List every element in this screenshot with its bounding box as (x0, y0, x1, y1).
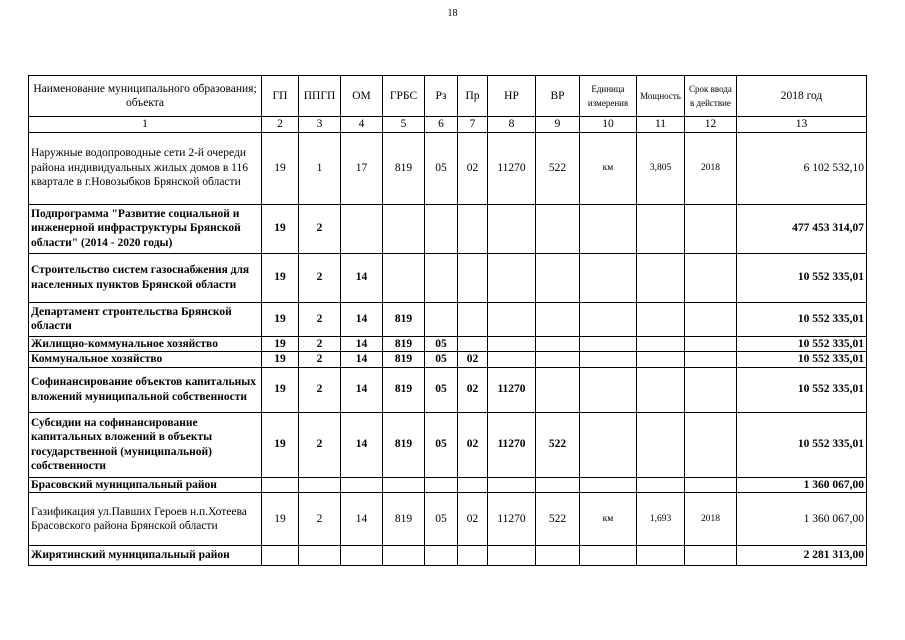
table-row (29, 253, 867, 302)
cell-pr (458, 302, 488, 336)
cell-grbs: 819 (383, 302, 425, 336)
cell-pr: 02 (458, 367, 488, 412)
cell-gp: 19 (262, 204, 299, 253)
cell-capacity (637, 546, 685, 566)
cell-om: 14 (341, 253, 383, 302)
table-row (29, 132, 867, 204)
cell-nr (488, 302, 536, 336)
header-year: 2018 год (737, 76, 867, 117)
cell-rz (425, 477, 458, 493)
cell-capacity (637, 412, 685, 477)
cell-vr (536, 204, 580, 253)
cell-rz: 05 (425, 132, 458, 204)
cell-grbs: 819 (383, 352, 425, 368)
cell-vr: 522 (536, 132, 580, 204)
cell-capacity (637, 204, 685, 253)
cell-vr (536, 352, 580, 368)
table-row (29, 302, 867, 336)
cell-amount: 10 552 335,01 (737, 302, 867, 336)
cell-vr (536, 253, 580, 302)
cell-unit (580, 412, 637, 477)
column-number: 7 (458, 117, 488, 133)
cell-name: Жирятинский муниципальный район (29, 546, 262, 566)
cell-unit (580, 302, 637, 336)
header-rz: Рз (425, 76, 458, 117)
cell-capacity: 1,693 (637, 493, 685, 546)
budget-table (28, 75, 867, 566)
cell-om (341, 546, 383, 566)
cell-term (685, 336, 737, 352)
cell-capacity (637, 352, 685, 368)
cell-capacity (637, 336, 685, 352)
table-row (29, 352, 867, 368)
cell-term: 2018 (685, 132, 737, 204)
header-vr: ВР (536, 76, 580, 117)
table-row (29, 477, 867, 493)
page-number: 18 (447, 8, 458, 19)
cell-term (685, 477, 737, 493)
header-term: Срок ввода в действие (685, 76, 737, 117)
cell-pr: 02 (458, 412, 488, 477)
cell-rz: 05 (425, 352, 458, 368)
table-row (29, 493, 867, 546)
cell-ppgp: 2 (299, 352, 341, 368)
cell-gp: 19 (262, 336, 299, 352)
cell-nr: 11270 (488, 493, 536, 546)
cell-vr (536, 477, 580, 493)
cell-term (685, 204, 737, 253)
table-row (29, 546, 867, 566)
cell-amount: 10 552 335,01 (737, 367, 867, 412)
cell-pr (458, 253, 488, 302)
cell-grbs: 819 (383, 336, 425, 352)
cell-nr (488, 477, 536, 493)
cell-amount: 1 360 067,00 (737, 493, 867, 546)
cell-unit (580, 352, 637, 368)
column-number: 11 (637, 117, 685, 133)
cell-name: Наружные водопроводные сети 2-й очереди района индивидуальных жилых домов в 116 квартале в г.Новозыбков Брянской области (29, 132, 262, 204)
cell-nr (488, 253, 536, 302)
cell-name: Субсидии на софинансирование капитальных вложений в объекты государственной (муниципальной) собственности (29, 412, 262, 477)
cell-capacity (637, 477, 685, 493)
cell-grbs: 819 (383, 493, 425, 546)
column-numbers-row (29, 117, 867, 133)
cell-om: 14 (341, 336, 383, 352)
cell-unit: км (580, 493, 637, 546)
cell-pr (458, 204, 488, 253)
header-name: Наименование муниципального образования; объекта (29, 76, 262, 117)
header-ppgp: ППГП (299, 76, 341, 117)
cell-name: Строительство систем газоснабжения для населенных пунктов Брянской области (29, 253, 262, 302)
cell-rz: 05 (425, 412, 458, 477)
cell-pr (458, 477, 488, 493)
cell-gp (262, 546, 299, 566)
cell-nr (488, 546, 536, 566)
cell-term (685, 367, 737, 412)
cell-amount: 1 360 067,00 (737, 477, 867, 493)
column-number: 9 (536, 117, 580, 133)
cell-capacity (637, 367, 685, 412)
cell-name: Жилищно-коммунальное хозяйство (29, 336, 262, 352)
cell-term (685, 412, 737, 477)
cell-amount: 477 453 314,07 (737, 204, 867, 253)
cell-unit (580, 204, 637, 253)
cell-unit (580, 253, 637, 302)
cell-unit (580, 367, 637, 412)
cell-rz (425, 302, 458, 336)
cell-grbs (383, 477, 425, 493)
cell-amount: 10 552 335,01 (737, 412, 867, 477)
cell-gp: 19 (262, 493, 299, 546)
cell-unit: км (580, 132, 637, 204)
cell-unit (580, 546, 637, 566)
cell-vr (536, 546, 580, 566)
cell-pr: 02 (458, 493, 488, 546)
cell-om: 17 (341, 132, 383, 204)
cell-term (685, 302, 737, 336)
cell-nr (488, 204, 536, 253)
cell-unit (580, 336, 637, 352)
cell-vr (536, 302, 580, 336)
cell-om: 14 (341, 302, 383, 336)
column-number: 13 (737, 117, 867, 133)
cell-rz: 05 (425, 493, 458, 546)
header-capacity: Мощность (637, 76, 685, 117)
cell-ppgp: 2 (299, 336, 341, 352)
cell-pr (458, 546, 488, 566)
cell-vr: 522 (536, 412, 580, 477)
cell-grbs: 819 (383, 367, 425, 412)
header-row (29, 76, 867, 117)
cell-capacity (637, 302, 685, 336)
column-number: 8 (488, 117, 536, 133)
cell-pr (458, 336, 488, 352)
cell-vr (536, 367, 580, 412)
cell-ppgp: 2 (299, 367, 341, 412)
cell-name: Софинансирование объектов капитальных вложений муниципальной собственности (29, 367, 262, 412)
cell-gp: 19 (262, 367, 299, 412)
cell-term (685, 253, 737, 302)
cell-pr: 02 (458, 352, 488, 368)
cell-grbs: 819 (383, 412, 425, 477)
cell-om: 14 (341, 367, 383, 412)
cell-gp: 19 (262, 132, 299, 204)
header-pr: Пр (458, 76, 488, 117)
cell-nr: 11270 (488, 367, 536, 412)
cell-om: 14 (341, 412, 383, 477)
cell-name: Подпрограмма "Развитие социальной и инженерной инфраструктуры Брянской области" (2014 - 2020 годы) (29, 204, 262, 253)
cell-ppgp: 2 (299, 302, 341, 336)
table-row (29, 204, 867, 253)
cell-term (685, 546, 737, 566)
cell-om: 14 (341, 352, 383, 368)
column-number: 1 (29, 117, 262, 133)
cell-grbs: 819 (383, 132, 425, 204)
cell-ppgp (299, 477, 341, 493)
cell-nr: 11270 (488, 412, 536, 477)
cell-capacity: 3,805 (637, 132, 685, 204)
cell-vr (536, 336, 580, 352)
cell-vr: 522 (536, 493, 580, 546)
cell-rz (425, 546, 458, 566)
cell-om (341, 477, 383, 493)
header-nr: НР (488, 76, 536, 117)
cell-ppgp: 2 (299, 253, 341, 302)
cell-ppgp: 1 (299, 132, 341, 204)
cell-name: Коммунальное хозяйство (29, 352, 262, 368)
cell-term: 2018 (685, 493, 737, 546)
column-number: 6 (425, 117, 458, 133)
column-number: 10 (580, 117, 637, 133)
column-number: 5 (383, 117, 425, 133)
cell-gp (262, 477, 299, 493)
table-row (29, 336, 867, 352)
cell-ppgp: 2 (299, 493, 341, 546)
cell-amount: 10 552 335,01 (737, 352, 867, 368)
cell-gp: 19 (262, 412, 299, 477)
cell-gp: 19 (262, 302, 299, 336)
cell-grbs (383, 204, 425, 253)
column-number: 4 (341, 117, 383, 133)
cell-om: 14 (341, 493, 383, 546)
cell-gp: 19 (262, 253, 299, 302)
cell-amount: 2 281 313,00 (737, 546, 867, 566)
cell-pr: 02 (458, 132, 488, 204)
cell-rz (425, 253, 458, 302)
cell-ppgp: 2 (299, 204, 341, 253)
cell-nr: 11270 (488, 132, 536, 204)
cell-grbs (383, 253, 425, 302)
cell-rz: 05 (425, 367, 458, 412)
cell-term (685, 352, 737, 368)
cell-om (341, 204, 383, 253)
header-grbs: ГРБС (383, 76, 425, 117)
cell-amount: 10 552 335,01 (737, 336, 867, 352)
cell-name: Брасовский муниципальный район (29, 477, 262, 493)
cell-gp: 19 (262, 352, 299, 368)
column-number: 12 (685, 117, 737, 133)
cell-grbs (383, 546, 425, 566)
cell-amount: 6 102 532,10 (737, 132, 867, 204)
column-number: 2 (262, 117, 299, 133)
header-om: ОМ (341, 76, 383, 117)
cell-name: Газификация ул.Павших Героев н.п.Хотеева Брасовского района Брянской области (29, 493, 262, 546)
table-row (29, 367, 867, 412)
cell-rz: 05 (425, 336, 458, 352)
cell-nr (488, 352, 536, 368)
cell-ppgp (299, 546, 341, 566)
cell-amount: 10 552 335,01 (737, 253, 867, 302)
header-gp: ГП (262, 76, 299, 117)
cell-ppgp: 2 (299, 412, 341, 477)
cell-nr (488, 336, 536, 352)
table-row (29, 412, 867, 477)
cell-capacity (637, 253, 685, 302)
cell-name: Департамент строительства Брянской области (29, 302, 262, 336)
header-unit: Единица измерения (580, 76, 637, 117)
column-number: 3 (299, 117, 341, 133)
cell-unit (580, 477, 637, 493)
cell-rz (425, 204, 458, 253)
